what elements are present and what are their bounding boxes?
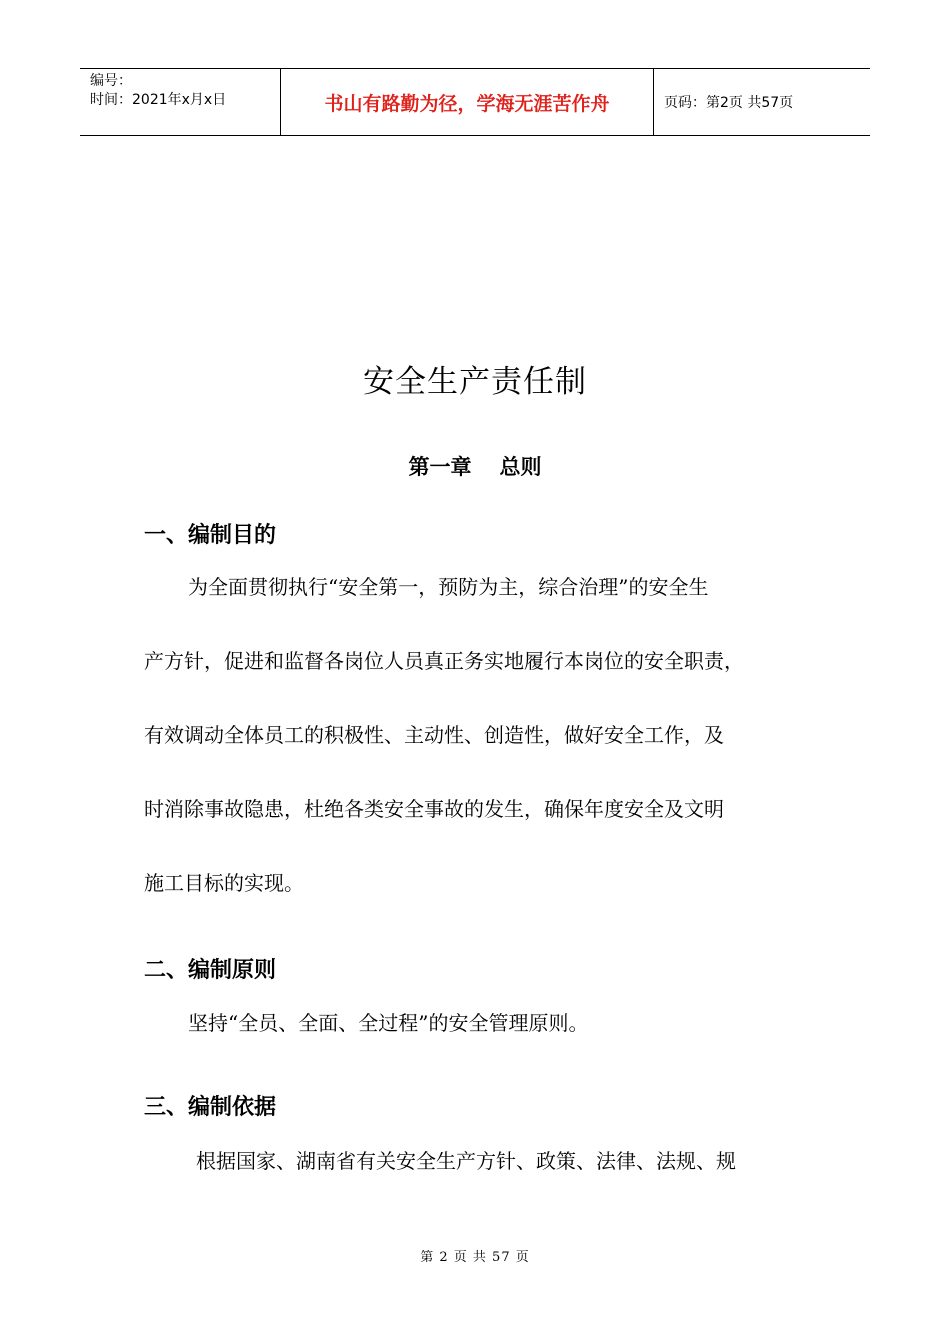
body-line: 根据国家、湖南省有关安全生产方针、政策、法律、法规、规 [196, 1149, 736, 1173]
body-line: 为全面贯彻执行“安全第一，预防为主，综合治理”的安全生 [188, 575, 709, 599]
page-footer: 第 2 页 共 57 页 [420, 1250, 530, 1265]
number-label: 编号： [90, 73, 132, 89]
section-heading: 一、编制目的 [144, 523, 277, 548]
body-line: 时消除事故隐患，杜绝各类安全事故的发生，确保年度安全及文明 [144, 797, 724, 821]
body-line: 有效调动全体员工的积极性、主动性、创造性，做好安全工作，及 [144, 723, 724, 747]
header-motto: 书山有路勤为径，学海无涯苦作舟 [281, 69, 654, 135]
body-line: 施工目标的实现。 [144, 871, 304, 895]
section-heading: 二、编制原则 [144, 958, 277, 983]
section-heading: 三、编制依据 [144, 1095, 277, 1120]
section-body [144, 1009, 824, 1083]
section-body [144, 573, 824, 943]
document-title: 安全生产责任制 [363, 364, 587, 400]
chapter-number: 第一章 [408, 455, 472, 479]
body-line: 坚持“全员、全面、全过程”的安全管理原则。 [188, 1011, 589, 1035]
chapter-title: 总则 [499, 455, 542, 479]
chapter-heading [0, 451, 950, 481]
body-line: 产方针，促进和监督各岗位人员真正务实地履行本岗位的安全职责， [144, 649, 744, 673]
document-header [80, 68, 870, 136]
header-page-info: 页码：第2页 共57页 [664, 95, 794, 111]
section-body [144, 1147, 824, 1221]
header-meta [80, 69, 281, 135]
date-label: 时间：2021年x月x日 [90, 92, 227, 108]
